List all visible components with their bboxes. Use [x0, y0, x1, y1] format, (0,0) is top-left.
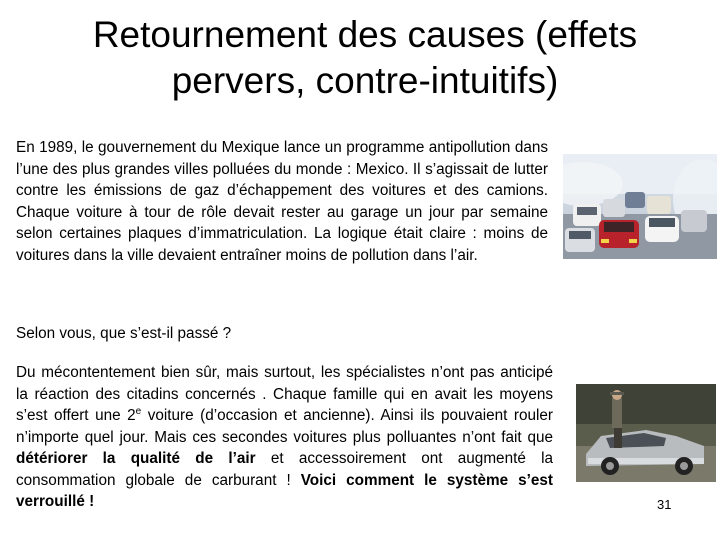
traffic-jam-photo: [563, 154, 717, 259]
ordinal-superscript: e: [135, 405, 142, 417]
page-number: 31: [657, 497, 672, 512]
answer-text-part-c: et accessoirement ont augmenté la consommation globale de carburant !: [16, 450, 554, 489]
vintage-car-photo: [576, 384, 716, 482]
question-text: Selon vous, que s’est-il passé ?: [16, 325, 232, 342]
answer-bold-conclusion: Voici comment le système s’est verrouillé !: [16, 471, 553, 510]
slide-title: Retournement des causes (effets pervers, contre-intuitifs): [92, 14, 638, 101]
answer-text-part-a: Du mécontentement bien sûr, mais surtout, les spécialistes n’ont pas anticipé la réaction des citadins concernés . Chaque famille qui en avait les moyens s’est offert une 2: [16, 364, 553, 424]
answer-paragraph: [16, 362, 553, 513]
answer-text-part-b: voiture (d’occasion et ancienne). Ainsi ils pouvaient rouler n’importe quel jour. Mais ces secondes voitures plus polluantes n’ont fait que: [16, 407, 553, 446]
answer-bold-air-quality: détériorer la qualité de l’air: [16, 450, 256, 467]
intro-paragraph: En 1989, le gouvernement du Mexique lance un programme antipollution dans l’une des plus grandes villes polluées du monde : Mexico. Il s’agissait de lutter contre les émissions de gaz d’échappement des voitures et des camions. Chaque voiture à tour de rôle devait rester au garage un jour par semaine selon certaines plaques d’immatriculation. La logique était claire : moins de voitures dans la ville devaient entraîner moins de pollution dans l’air.: [16, 139, 548, 264]
